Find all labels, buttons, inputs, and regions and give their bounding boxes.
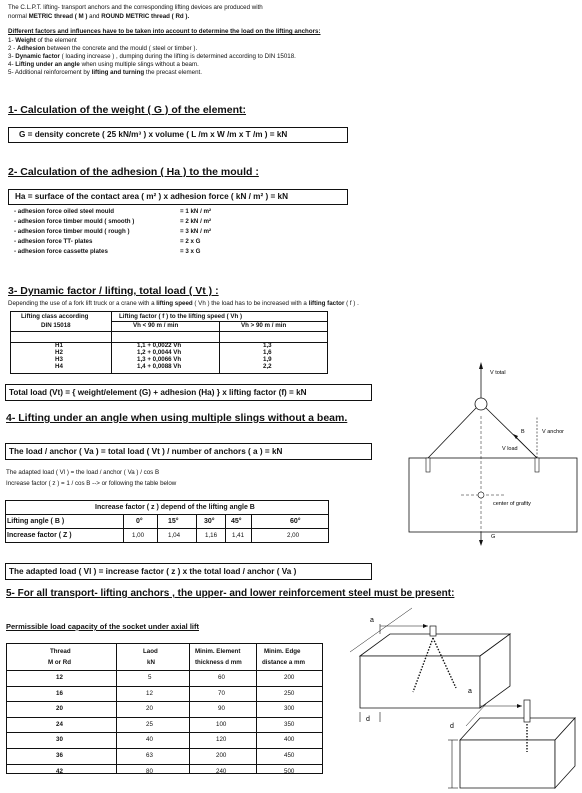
slab2-front [460, 740, 555, 788]
lifting-factor-table [10, 311, 328, 374]
lifting-angle-diagram [395, 350, 580, 550]
factor-3: 3- Dynamic factor ( loading increase ) , dumping during the lifting is determined according to DIN 15018. [8, 53, 296, 60]
sub-header-low: Vh < 90 m / min [133, 322, 179, 329]
adhesion-formula-box [8, 189, 348, 205]
angle-cell: 0° [136, 518, 143, 525]
load-header-2: kN [147, 659, 155, 666]
dynamic-factor-desc: Depending the use of a fork lift truck or a crane with a lifting speed ( Vh ) the load has to be increased with a lifting factor ( f ) . [8, 300, 359, 307]
v-total-label: V total [490, 370, 506, 376]
load-anchor-formula: The load / anchor ( Va ) = total load ( Vt ) / number of anchors ( a ) = kN [9, 447, 283, 456]
crane-hook [475, 398, 487, 410]
factor-cell: 1,04 [168, 532, 181, 539]
adhesion-item: - adhesion force timber mould ( rough ) = 3 kN / m² [14, 228, 212, 235]
edge-distance-diagram [340, 600, 580, 792]
thread-header-1: Thread [50, 648, 71, 655]
table-row: H1 1,1 + 0,0022 Vh 1,3 [55, 342, 272, 349]
section-5-heading: 5- For all transport- lifting anchors , the upper- and lower reinforcement steel must be present: [6, 588, 455, 599]
adhesion-item: - adhesion force timber mould ( smooth ) = 2 kN / m² [14, 218, 212, 225]
dim-a2-label: a [468, 688, 472, 695]
factor-header: Lifting factor ( f ) to the lifting speed ( Vh ) [119, 313, 243, 320]
sub-header-high: Vh > 90 m / min [241, 322, 287, 329]
angle-cell: 15° [168, 518, 179, 525]
socket-anchor [430, 626, 436, 636]
table-row: 24 25 100 350 [6, 718, 323, 734]
intro-line-2: normal METRIC thread ( M ) and ROUND METRIC thread ( Rd ). [8, 13, 190, 20]
section-4-heading: 4- Lifting under an angle when using multiple slings without a beam. [6, 412, 348, 424]
table-row: 12 5 60 200 [6, 671, 323, 687]
thickness-header-1: Minim. Element [195, 648, 241, 655]
factor-cell: 1,16 [205, 532, 218, 539]
dim-a-label: a [370, 617, 374, 624]
edge-header-2: distance a mm [262, 659, 305, 666]
thickness-header-2: thickness d mm [195, 659, 242, 666]
center-label: center of grafity [493, 501, 531, 507]
table-row: H3 1,3 + 0,0066 Vh 1,9 [55, 356, 272, 363]
table-row: 16 12 70 250 [6, 687, 323, 703]
adapted-load-formula: The adapted load ( Vl ) = increase factor ( z ) x the total load / anchor ( Va ) [9, 567, 297, 576]
class-header-2: DIN 15018 [41, 322, 71, 329]
factor-1: 1- Weight of the element [8, 37, 77, 44]
socket-anchor-2 [524, 700, 530, 722]
angle-cell: 30° [204, 518, 215, 525]
factor-4: 4- Lifting under an angle when using multiple slings without a beam. [8, 61, 199, 68]
dim-d-label: d [366, 716, 370, 723]
increase-factor-label: Increase factor ( Z ) [7, 532, 72, 539]
factor-rows [11, 343, 327, 371]
table-row: 42 80 240 500 [56, 767, 295, 775]
section-2-heading: 2- Calculation of the adhesion ( Ha ) to the mould : [8, 166, 259, 178]
adhesion-item: - adhesion force TT- plates = 2 x G [14, 238, 201, 245]
table-row: H2 1,2 + 0,0044 Vh 1,6 [55, 349, 272, 356]
increase-factor-note: Increase factor ( z ) = 1 / cos B --> or following the table below [6, 480, 177, 487]
load-capacity-table [6, 643, 323, 774]
v-load-label: V load [502, 446, 518, 452]
adhesion-formula: Ha = surface of the contact area ( m² ) x adhesion force ( kN / m² ) = kN [15, 192, 288, 201]
load-header-1: Laod [143, 648, 158, 655]
factor-cell: 1,41 [232, 532, 245, 539]
load-anchor-box [5, 443, 372, 460]
adhesion-list [14, 208, 212, 258]
v-anchor-label: V anchor [542, 429, 565, 435]
angle-cell: 60° [290, 518, 301, 525]
total-load-box [5, 384, 372, 401]
factor-5: 5- Additional reinforcement by lifting and turning the precast element. [8, 69, 202, 76]
factor-cell: 1,00 [132, 532, 145, 539]
edge-header-1: Minim. Edge [264, 648, 301, 655]
lifting-angle-label: Lifting angle ( B ) [7, 518, 65, 525]
dim-d2-label: d [450, 723, 454, 730]
table-row: 36 63 200 450 [6, 749, 323, 765]
anchor-right [535, 458, 539, 472]
class-header-1: Lifting class according [21, 313, 89, 320]
table-row: 30 40 120 400 [6, 733, 323, 749]
angle-b-label: B [521, 429, 525, 435]
intro-line-1: The C.L.P.T. lifting- transport anchors and the corresponding lifting devices are produced with [8, 4, 263, 11]
thread-header-2: M or Rd [48, 659, 72, 666]
adhesion-item: - adhesion force cassette plates = 3 x G [14, 248, 201, 255]
increase-table-title: Increase factor ( z ) depend of the lifting angle B [95, 504, 255, 511]
section-1-heading: 1- Calculation of the weight ( G ) of the element: [8, 104, 247, 116]
weight-formula: G = density concrete ( 25 kN/m³ ) x volume ( L /m x W /m x T /m ) = kN [19, 130, 288, 139]
factors-heading: Different factors and influences have to be taken into account to determine the load on the lifting anchors: [8, 28, 321, 35]
sling-left [428, 408, 476, 458]
factor-cell: 2,00 [287, 532, 300, 539]
section-3-heading: 3- Dynamic factor / lifting, total load ( Vt ) : [8, 285, 219, 297]
capacity-rows [6, 671, 323, 779]
adhesion-item: - adhesion force oiled steel mould = 1 kN / m² [14, 208, 212, 215]
slab-front [360, 656, 480, 708]
angle-cell: 45° [231, 518, 242, 525]
total-load-formula: Total load (Vt) = { weight/element (G) + adhesion (Ha) } x lifting factor (f) = kN [9, 388, 307, 397]
adapted-load-box [5, 563, 372, 580]
table-row: H4 1,4 + 0,0088 Vh 2,2 [55, 363, 272, 370]
table-row: 20 20 90 300 [6, 702, 323, 718]
increase-factor-table [5, 500, 329, 543]
adapted-load-note: The adapted load ( Vl ) = the load / anchor ( Va ) / cos B [6, 469, 160, 476]
load-capacity-subheading: Permissible load capacity of the socket under axial lift [6, 622, 199, 631]
g-label: G [491, 534, 496, 540]
center-of-gravity [478, 492, 484, 498]
weight-formula-box [8, 127, 348, 143]
anchor-left [426, 458, 430, 472]
factor-2: 2 - Adhesion between the concrete and the mould ( steel or timber ). [8, 45, 198, 52]
